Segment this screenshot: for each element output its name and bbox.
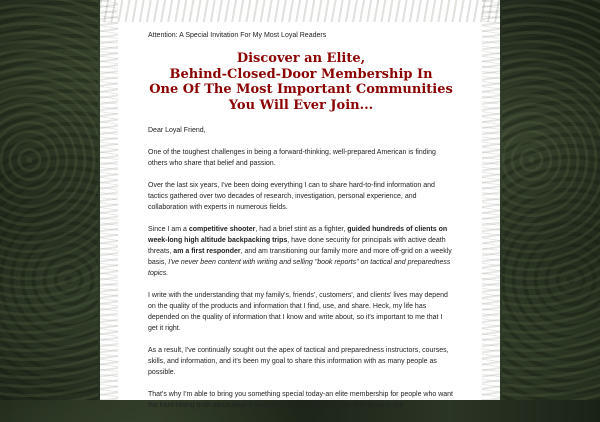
paragraph-5: As a result, I've continually sought out the apex of tactical and preparedness instructors, courses, skills, and information, and it's been my goal to share this information with as many people as possible.: [148, 347, 449, 376]
paragraph-3-text-3: , have done security for principals with active death threats,: [148, 237, 446, 255]
headline-line-3: One Of The Most Important Communities: [149, 82, 453, 97]
paragraph-3-bold-2: guided hundreds of clients on week-long high altitude backpacking trips: [148, 226, 448, 244]
headline-line-4: You Will Ever Join...: [228, 97, 374, 113]
paragraph-3-italic: I've never been content with writing and selling "book reports" on tactical and preparedness topics.: [148, 259, 451, 277]
paragraph-3-text-4: , and am transitioning our family more and more off-grid on a weekly basis,: [148, 248, 452, 266]
camo-background-left: [0, 0, 98, 400]
paragraph-3-bold-3: am a first responder: [173, 248, 241, 255]
camo-background-right: [502, 0, 600, 400]
paragraph-4: I write with the understanding that my family's, friends', customers', and clients' lives may depend on the quality of the products and information that I find, use, and share. Heck, my life has depended on the quality of information that I know and write about, so it's important to me that I get it right.: [148, 292, 448, 332]
paragraph-3-text-1: Since I am a: [148, 226, 189, 233]
headline-line-2: Behind-Closed-Door Membership In: [169, 66, 433, 82]
headline: [148, 51, 454, 113]
headline-line-1: Discover an Elite,: [236, 51, 366, 66]
attention-line: Attention: A Special Invitation For My Most Loyal Readers: [148, 32, 327, 39]
paragraph-1: One of the toughest challenges in being a forward-thinking, well-prepared American is finding others who share that belief and passion.: [148, 149, 436, 167]
sales-letter-page: [100, 0, 500, 409]
paragraph-6: That's why I'm able to bring you something special today-an elite membership for people who want the hard-hitting truth about what it takes to survive in any situation and thrive in the: [148, 391, 453, 409]
greeting: Dear Loyal Friend,: [148, 127, 206, 134]
paragraph-3: [148, 224, 454, 279]
paragraph-3-text-2: , had a brief stint as a fighter,: [255, 226, 348, 233]
paragraph-3-bold-1: competitive shooter: [188, 226, 256, 233]
torn-top-edge: [100, 0, 500, 22]
letter-content: [148, 30, 454, 422]
paragraph-2: Over the last six years, I've been doing everything I can to share hard-to-find information and tactics gathered over two decades of research, investigation, personal experience, and collaboration with experts in numerous fields.: [148, 182, 435, 211]
